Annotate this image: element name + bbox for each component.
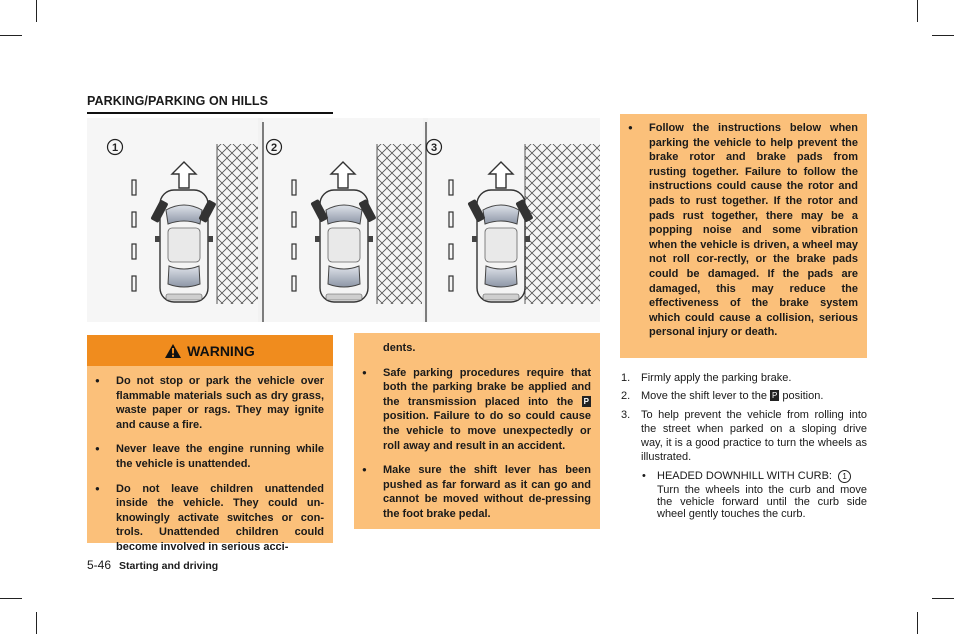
- warning-item-flammable: ● Do not stop or park the vehicle over flammable materials such as dry grass, waste paper or rags. They may ignite and cause a fire.: [87, 374, 324, 432]
- step-3: 3. To help prevent the vehicle from rolling into the street when parked on a sloping drive way, it is a good practice to turn the wheels as illustrated.: [621, 408, 867, 464]
- crop-mark: [36, 0, 37, 22]
- crop-mark: [917, 612, 918, 634]
- continued-text: dents.: [383, 342, 416, 354]
- section-title: PARKING/PARKING ON HILLS: [87, 94, 269, 108]
- warning-box: [87, 366, 333, 553]
- circled-number-1: 1: [838, 470, 851, 483]
- crop-mark: [932, 598, 954, 599]
- notice-box: [620, 114, 867, 358]
- crop-mark: [917, 0, 918, 22]
- step-2: 2. Move the shift lever to the P position.: [621, 390, 824, 403]
- crop-mark: [0, 598, 22, 599]
- warning-continued-box: [354, 333, 600, 529]
- sub-item-downhill-curb: • HEADED DOWNHILL WITH CURB: 1: [621, 469, 867, 483]
- procedure-steps: [621, 371, 867, 520]
- sub-item-text: Turn the wheels into the curb and move the vehicle forward until the curb side wheel gently touches the curb.: [657, 484, 867, 520]
- park-position-icon: P: [772, 391, 778, 401]
- svg-text:3: 3: [430, 142, 438, 154]
- step-1: 1. Firmly apply the parking brake.: [621, 372, 792, 384]
- warning-item-engine: ● Never leave the engine running while the vehicle is unattended.: [87, 442, 324, 471]
- warning-item-shift-lever: ● Make sure the shift lever has been pushed as far forward as it can go and cannot be moved without de-pressing the foot brake pedal.: [354, 463, 591, 521]
- crop-mark: [0, 35, 22, 36]
- page-number: 5-46: [87, 558, 112, 572]
- parking-illustration: [87, 118, 600, 322]
- park-position-icon: P: [583, 396, 589, 406]
- page-footer: [87, 558, 218, 572]
- warning-title: WARNING: [187, 342, 255, 359]
- warning-item-children: ● Do not leave children unattended inside the vehicle. They could un-knowingly activate switches or con-trols. Unattended children could become involved in serious acci-: [87, 482, 324, 555]
- warning-triangle-icon: [165, 344, 181, 358]
- notice-item-brake-rust: ● Follow the instructions below when parking the vehicle to help prevent the brake rotor and brake pads from rusting together. Failure to follow the instructions could cause the rotor and pads to rust together. If the rotor and pads rust together, there may be a popping noise and some vibration when the vehicle is driven, a wheel may not roll cor-rectly, or the brake pads could be damaged. If the pads are damaged, this may reduce the effectiveness of the brake system which could cause a collision, serious personal injury or death.: [620, 121, 858, 340]
- warning-item-safe-parking: ● Safe parking procedures require that both the parking brake be applied and the transmission placed into the P position. Failure to do so could cause the vehicle to move unexpectedly or roll away and result in an accident.: [354, 366, 591, 454]
- footer-section: Starting and driving: [119, 560, 219, 572]
- warning-header: [87, 335, 333, 366]
- svg-text:2: 2: [270, 142, 278, 154]
- crop-mark: [932, 35, 954, 36]
- svg-text:1: 1: [111, 142, 119, 154]
- title-rule: [87, 112, 333, 114]
- crop-mark: [36, 612, 37, 634]
